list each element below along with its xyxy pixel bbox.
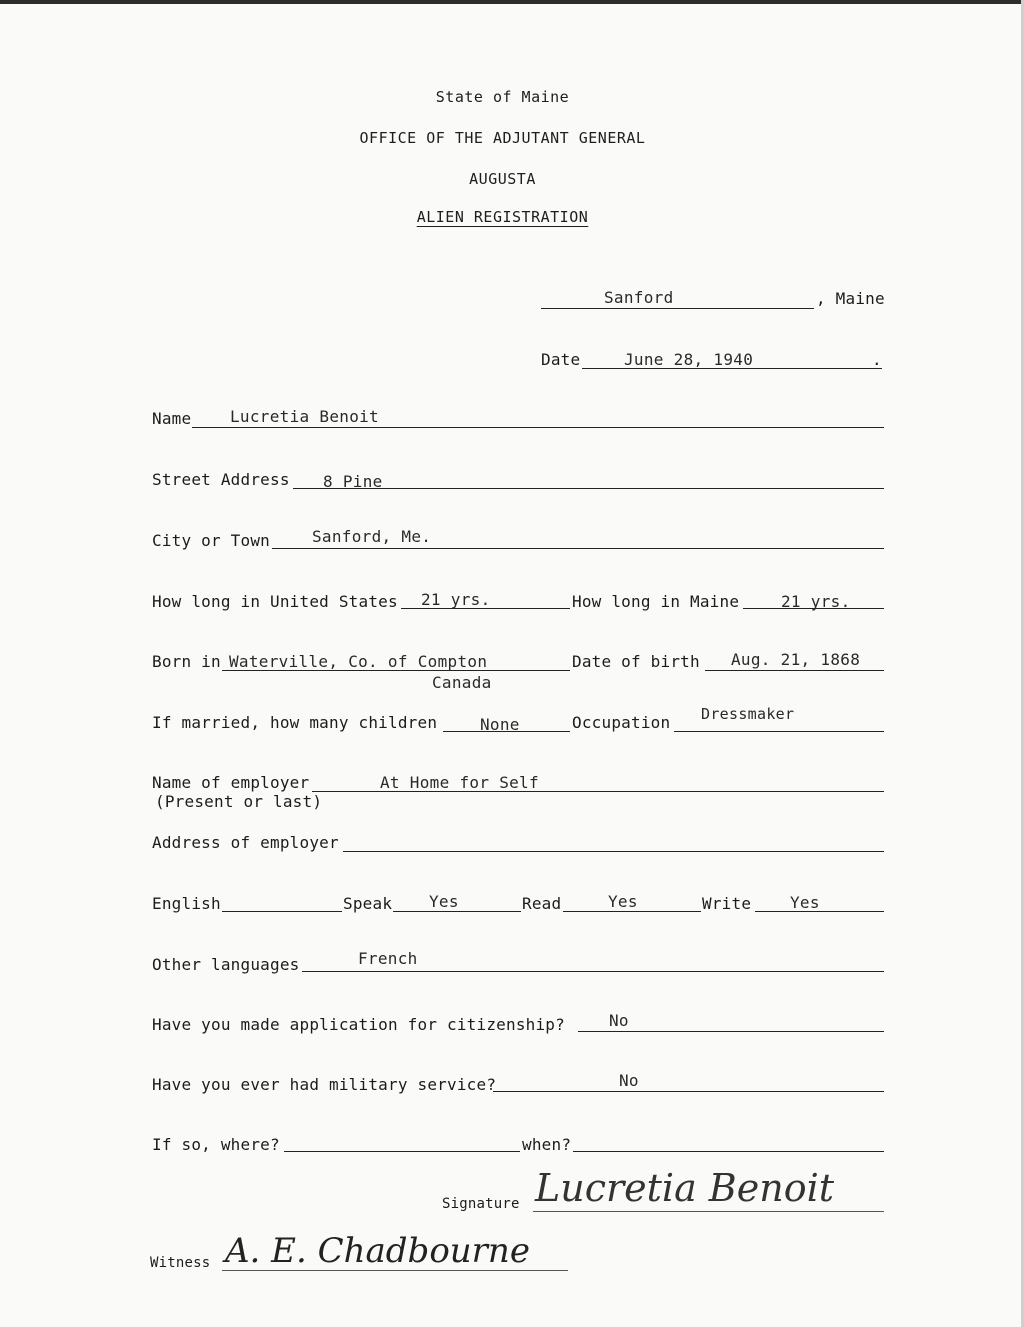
citizenship-value: No [609, 1011, 629, 1030]
us-time-line [401, 608, 570, 609]
date-line [582, 368, 882, 369]
employer-label: Name of employer [152, 773, 310, 792]
header-city: AUGUSTA [469, 170, 536, 188]
citizenship-label: Have you made application for citizenship? [152, 1015, 565, 1034]
name-line [192, 427, 884, 428]
street-label: Street Address [152, 470, 290, 489]
read-value: Yes [608, 892, 638, 911]
citizenship-line [578, 1031, 884, 1032]
header-office: OFFICE OF THE ADJUTANT GENERAL [359, 129, 646, 147]
employer-address-label: Address of employer [152, 833, 339, 852]
place-line [541, 308, 814, 309]
other-languages-line [302, 971, 884, 972]
maine-time-line [743, 608, 884, 609]
write-label: Write [702, 894, 752, 913]
military-value: No [619, 1071, 639, 1090]
speak-label: Speak [343, 894, 393, 913]
city-value: Sanford, Me. [312, 527, 432, 546]
employer-address-line [343, 851, 884, 852]
other-languages-label: Other languages [152, 955, 300, 974]
form-title: ALIEN REGISTRATION [416, 208, 589, 226]
when-line [573, 1151, 884, 1152]
english-label: English [152, 894, 221, 913]
street-value: 8 Pine [323, 472, 383, 491]
write-line [755, 911, 884, 912]
city-label: City or Town [152, 531, 270, 550]
occupation-value: Dressmaker [701, 705, 795, 723]
witness-line [222, 1270, 568, 1271]
children-label: If married, how many children [152, 713, 438, 732]
city-line [272, 548, 884, 549]
name-value: Lucretia Benoit [230, 407, 379, 426]
header-state: State of Maine [435, 88, 570, 106]
military-line [493, 1091, 884, 1092]
employer-sublabel: (Present or last) [155, 792, 323, 811]
born-line [222, 670, 570, 671]
date-value: June 28, 1940 [624, 350, 754, 369]
dob-value: Aug. 21, 1868 [731, 650, 861, 669]
other-languages-value: French [358, 949, 418, 968]
children-line [443, 731, 570, 732]
dob-label: Date of birth [572, 652, 700, 671]
maine-time-value: 21 yrs. [781, 592, 851, 611]
where-label: If so, where? [152, 1135, 280, 1154]
english-line [222, 911, 342, 912]
header-title [0, 208, 1005, 226]
name-label: Name [152, 409, 192, 428]
read-line [563, 911, 701, 912]
date-end: . [872, 350, 882, 369]
street-line [293, 488, 884, 489]
when-label: when? [522, 1135, 572, 1154]
us-time-value: 21 yrs. [421, 590, 491, 609]
place-suffix: , Maine [816, 289, 885, 308]
witness-label: Witness [150, 1255, 211, 1271]
employer-line [312, 791, 884, 792]
born-label: Born in [152, 652, 221, 671]
date-label: Date [541, 350, 581, 369]
witness-handwriting: A. E. Chadbourne [225, 1231, 530, 1271]
signature-label: Signature [442, 1196, 520, 1212]
place-value: Sanford [604, 288, 674, 307]
signature-handwriting: Lucretia Benoit [535, 1166, 834, 1210]
born-value: Waterville, Co. of Compton [229, 652, 488, 671]
read-label: Read [522, 894, 562, 913]
signature-line [533, 1211, 884, 1212]
us-time-label: How long in United States [152, 592, 398, 611]
dob-line [705, 670, 884, 671]
employer-value: At Home for Self [380, 773, 539, 792]
maine-time-label: How long in Maine [572, 592, 740, 611]
where-line [284, 1151, 520, 1152]
military-label: Have you ever had military service? [152, 1075, 497, 1094]
children-value: None [480, 715, 520, 734]
speak-line [393, 911, 521, 912]
write-value: Yes [790, 893, 820, 912]
born-value-country: Canada [432, 673, 492, 692]
occupation-line [674, 731, 884, 732]
scan-top-edge [0, 0, 1024, 4]
occupation-label: Occupation [572, 713, 671, 732]
speak-value: Yes [429, 892, 459, 911]
